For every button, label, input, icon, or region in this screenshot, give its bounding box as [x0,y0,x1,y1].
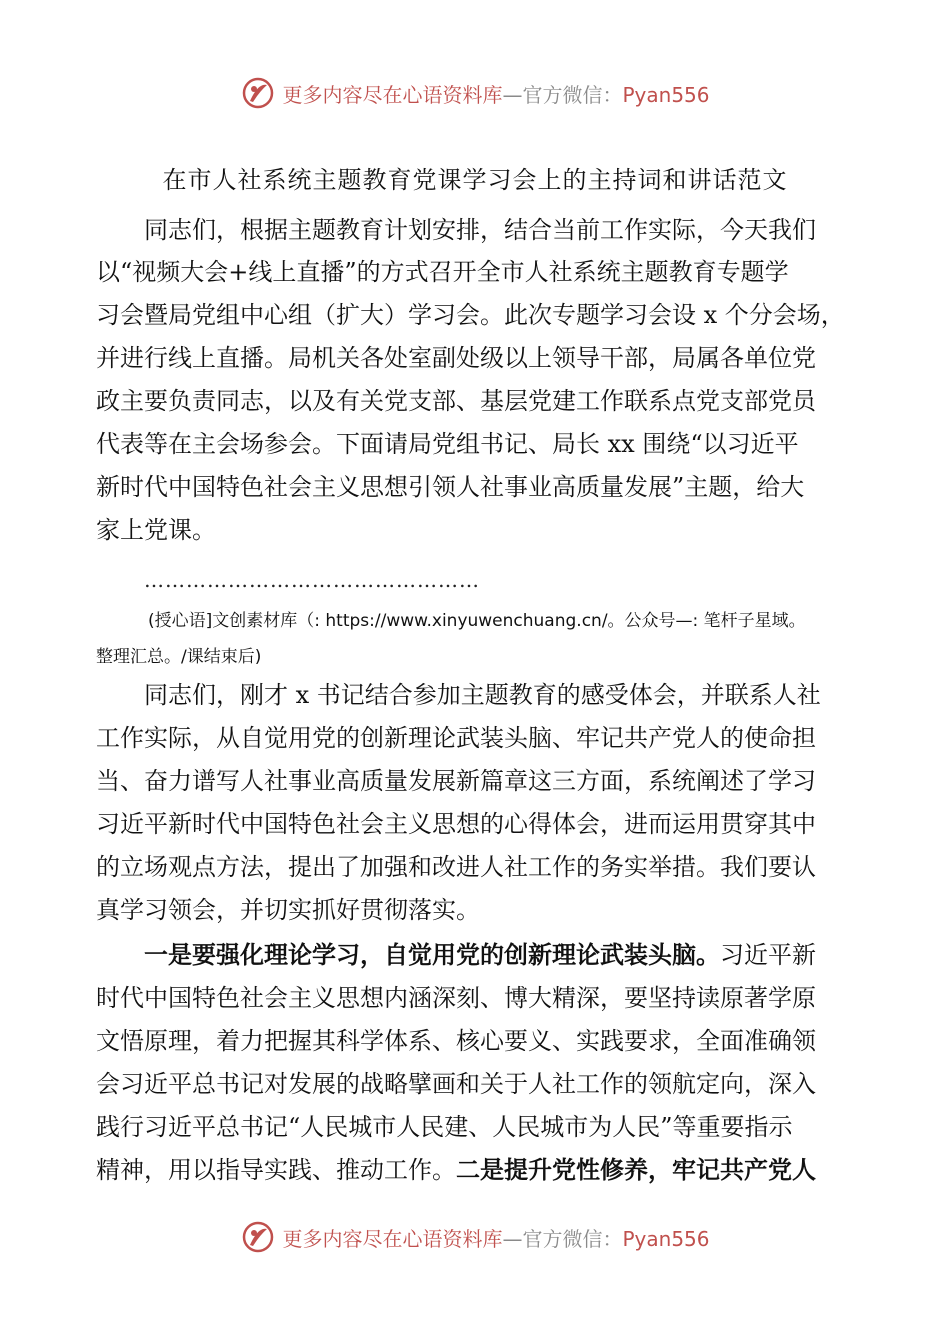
para2-line: 真学习领会，并切实抓好贯彻落实。 [96,896,480,924]
para3-first-line [144,940,816,970]
para1-line: 政主要负责同志，以及有关党支部、基层党建工作联系点党支部党员 [96,387,816,415]
para2-line: 当、奋力谱写人社事业高质量发展新篇章这三方面，系统阐述了学习 [96,767,816,795]
para1-line: 家上党课。 [96,516,216,544]
banner-dash: — [502,82,523,107]
para3-line: 时代中国特色社会主义思想内涵深刻、博大精深，要坚持读原著学原 [96,984,816,1012]
para2-line: 的立场观点方法，提出了加强和改进人社工作的务实举措。我们要认 [96,853,816,881]
para1-line: 同志们，根据主题教育计划安排，结合当前工作实际，今天我们 [144,216,816,244]
para2-line: 工作实际，从自觉用党的创新理论武装头脑、牢记共产党人的使命担 [96,724,816,752]
para3-heading-bold: 一是要强化理论学习，自觉用党的创新理论武装头脑。 [144,940,720,969]
para3-last-plain: 精神，用以指导实践、推动工作。 [96,1156,456,1184]
document-title: 在市人社系统主题教育党课学习会上的主持词和讲话范文 [162,166,788,194]
banner-brand-text: 更多内容尽在心语资料库 [282,1226,503,1251]
para1-line: 代表等在主会场参会。下面请局党组书记、局长 xx 围绕“以习近平 [96,430,799,458]
banner-dash: — [502,1226,523,1251]
source-note-line: 整理汇总。/课结束后) [96,647,262,667]
header-banner [0,73,950,113]
para1-line: 以“视频大会+线上直播”的方式召开全市人社系统主题教育专题学 [96,258,789,286]
para3-last-line [96,1155,816,1185]
para3-last-bold: 二是提升党性修养，牢记共产党人 [456,1155,816,1184]
banner-brand-text: 更多内容尽在心语资料库 [282,82,503,107]
para3-first-line-rest: 习近平新 [720,941,816,969]
brand-logo-icon [240,75,276,111]
para3-line: 会习近平总书记对发展的战略擘画和关于人社工作的领航定向，深入 [96,1070,816,1098]
banner-wechat-id: Pyan556 [622,1226,710,1251]
banner-wechat-id: Pyan556 [622,82,710,107]
para1-line: 并进行线上直播。局机关各处室副处级以上领导干部，局属各单位党 [96,344,816,372]
banner-wechat-label: 官方微信： [522,82,623,107]
para1-line: 习会暨局党组中心组（扩大）学习会。此次专题学习会设 x 个分会场， [96,301,845,329]
para3-line: 文悟原理，着力把握其科学体系、核心要义、实践要求，全面准确领 [96,1027,816,1055]
brand-logo-icon [240,1219,276,1255]
para2-line: 同志们，刚才 x 书记结合参加主题教育的感受体会，并联系人社 [144,681,821,709]
para1-line: 新时代中国特色社会主义思想引领人社事业高质量发展”主题，给大 [96,473,805,501]
para2-line: 习近平新时代中国特色社会主义思想的心得体会，进而运用贯穿其中 [96,810,816,838]
source-note-line: (授心语]文创素材库（: https://www.xinyuwenchuang.cn/。公众号—: 笔杆子星域。 [148,611,806,631]
footer-banner [0,1217,950,1257]
ellipsis-divider: ………………………………………… [144,568,480,592]
para3-line: 践行习近平总书记“人民城市人民建、人民城市为人民”等重要指示 [96,1113,793,1141]
banner-wechat-label: 官方微信： [522,1226,623,1251]
